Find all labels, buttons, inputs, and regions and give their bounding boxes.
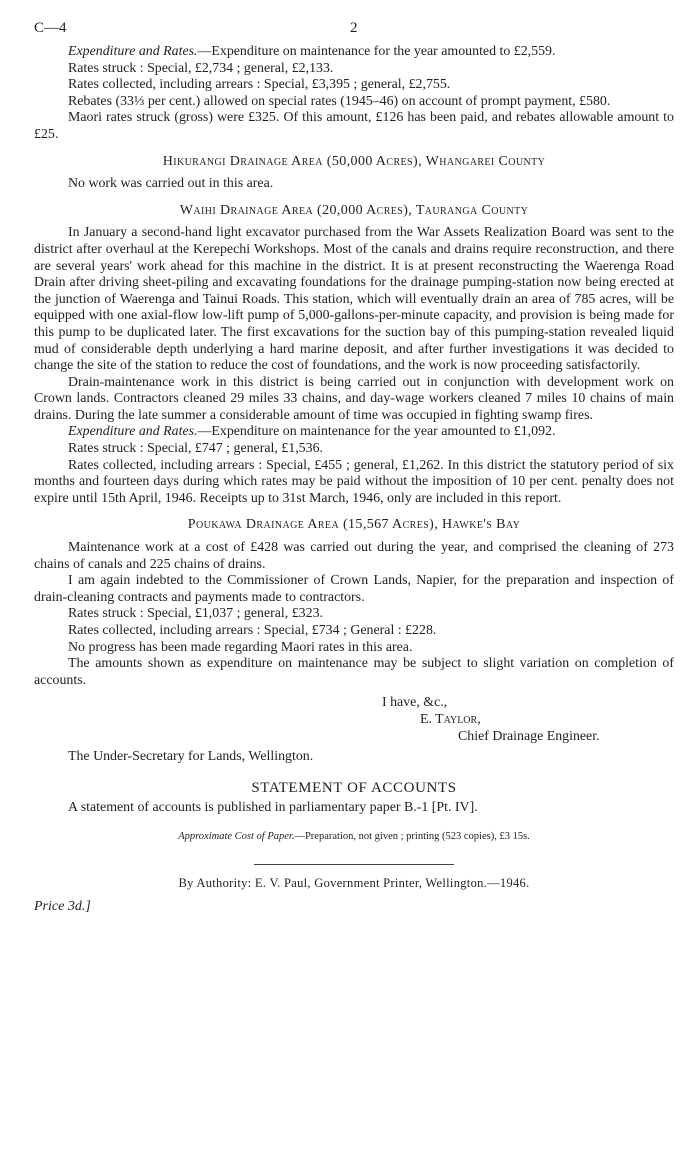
paragraph: I am again indebted to the Commissioner of Crown Lands, Napier, for the preparation and inspection of drain-cleaning contracts and payments made to contractors.	[34, 573, 674, 605]
section-expenditure-rates	[34, 44, 674, 144]
paragraph: Expenditure and Rates.—Expenditure on maintenance for the year amounted to £1,092.	[68, 424, 556, 440]
cost-label: Approximate Cost of Paper.	[178, 830, 295, 842]
price-label: Price 3d.]	[34, 899, 91, 915]
page-number: 2	[350, 20, 358, 36]
paragraph: Maintenance work at a cost of £428 was carried out during the year, and comprised the cleaning of 273 chains of canals and 225 chains of drains.	[34, 540, 674, 572]
paragraph-label: Expenditure and Rates.	[68, 44, 198, 59]
paragraph: Rates collected, including arrears : Special, £455 ; general, £1,262. In this district the statutory period of six months and fourteen days during which rates may be paid without the imposition of 10 per cent. penalty does not expire until 15th April, 1946. Receipts up to 31st March, 1946, only are included in this report.	[34, 457, 674, 506]
statement-text: A statement of accounts is published in parliamentary paper B.-1 [Pt. IV].	[68, 800, 478, 816]
signature-closing: I have, &c.,	[382, 695, 448, 711]
paragraph: No progress has been made regarding Maori rates in this area.	[68, 639, 413, 655]
section-heading-waihi: Waihi Drainage Area (20,000 Acres), Tauranga County	[179, 202, 529, 218]
section-heading-hikurangi: Hikurangi Drainage Area (50,000 Acres), Whangarei County	[162, 153, 546, 169]
paragraph: Rates struck : Special, £747 ; general, £1,536.	[68, 441, 323, 457]
cost-of-paper: Approximate Cost of Paper.—Preparation, not given ; printing (523 copies), £3 15s.	[178, 830, 530, 842]
addressee: The Under-Secretary for Lands, Wellington.	[68, 749, 314, 765]
signature-block	[34, 695, 674, 745]
paper-reference: C—4	[34, 20, 67, 36]
paragraph: Rebates (33⅓ per cent.) allowed on special rates (1945–46) on account of prompt payment, £580.	[68, 93, 611, 109]
paragraph-label: Expenditure and Rates.	[68, 424, 198, 440]
paragraph: Rates collected, including arrears : Special, £3,395 ; general, £2,755.	[68, 77, 451, 93]
signature-name: E. Taylor,	[420, 711, 481, 727]
signature-title: Chief Drainage Engineer.	[458, 728, 600, 744]
page-header	[34, 20, 674, 44]
paragraph: In January a second-hand light excavator purchased from the War Assets Realization Board was sent to the district after overhaul at the Kerepechi Workshops. Most of the canals and drains require reconstruction, and there are several years' work ahead for this machine in the district. It is at present reconstructing the Waerenga Road Drain after driving sheet-piling and excavating foundations for the drainage pumping-station now being erected at the junction of Waerenga and Tainui Roads. This station, which will eventually drain an area of 785 acres, will be equipped with one axial-flow low-lift pump of 5,000-gallons-per-minute capacity, and provision is being made for this pump to be duplicated later. The first excavations for the suction bay of this pumping-station revealed liquid mud of considerable depth underlying a hard marine deposit, and after further investigations it was decided to change the site of the station to reduce the cost of foundations, and the work is now proceeding satisfactorily.	[34, 225, 674, 374]
paragraph: No work was carried out in this area.	[68, 176, 274, 192]
paragraph: Rates struck : Special, £2,734 ; general, £2,133.	[68, 60, 334, 76]
paragraph: Maori rates struck (gross) were £325. Of this amount, £126 has been paid, and rebates allowable amount to £25.	[34, 110, 674, 142]
printer-authority: By Authority: E. V. Paul, Government Printer, Wellington.—1946.	[178, 875, 530, 890]
divider-rule	[254, 864, 454, 865]
paragraph: Drain-maintenance work in this district is being carried out in conjunction with development work on Crown lands. Contractors cleaned 29 miles 33 chains, and day-wage workers cleaned 7 miles 10 chains of main drains. During the late summer a considerable amount of time was occupied in fighting swamp fires.	[34, 374, 674, 423]
paragraph: Rates collected, including arrears : Special, £734 ; General : £228.	[68, 623, 437, 638]
paragraph: The amounts shown as expenditure on maintenance may be subject to slight variation on completion of accounts.	[34, 656, 674, 688]
paragraph: Rates struck : Special, £1,037 ; general, £323.	[68, 606, 323, 622]
paragraph: Expenditure and Rates.—Expenditure on maintenance for the year amounted to £2,559.	[68, 44, 556, 59]
section-heading-poukawa: Poukawa Drainage Area (15,567 Acres), Hawke's Bay	[187, 517, 521, 533]
statement-heading: STATEMENT OF ACCOUNTS	[251, 779, 457, 796]
